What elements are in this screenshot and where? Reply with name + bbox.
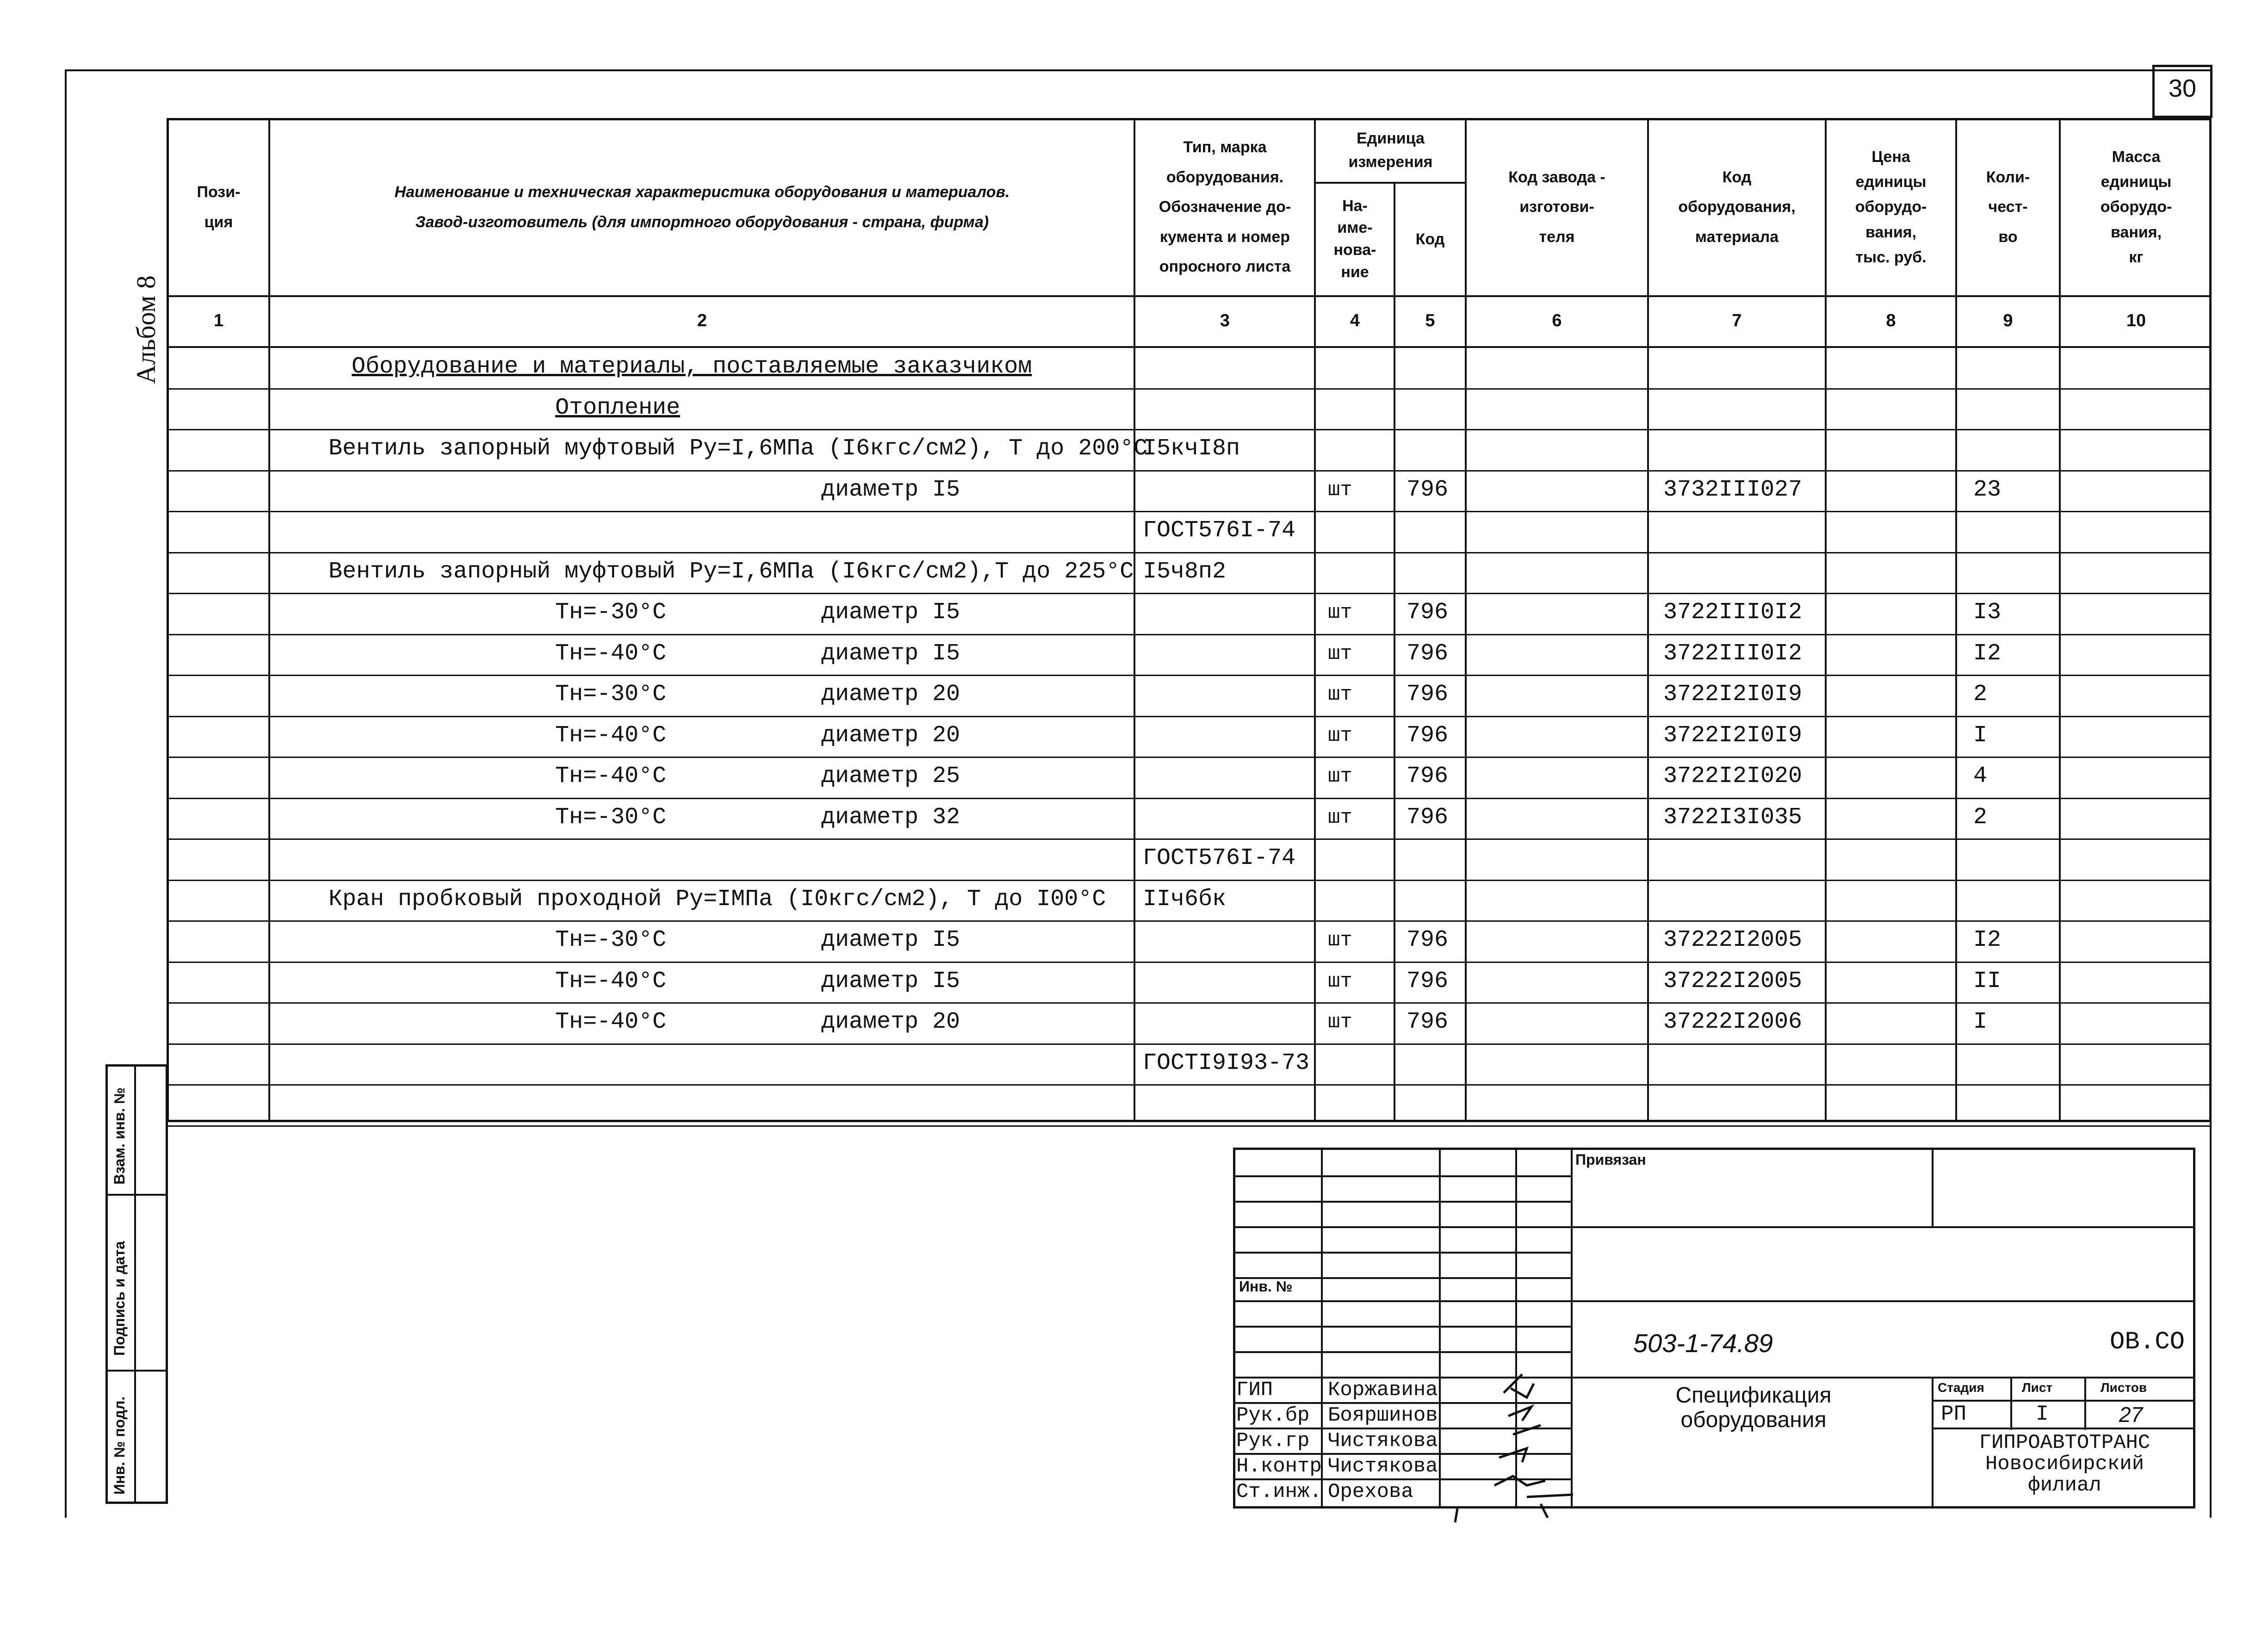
header-unit-group: Единица измерения (1348, 130, 1433, 171)
item-quantity: 23 (1973, 477, 2002, 503)
tb-privyazan: Привязан (1575, 1151, 1646, 1168)
row-divider (167, 593, 2212, 594)
album-label: Альбом 8 (131, 275, 161, 384)
row-divider (167, 1043, 2212, 1045)
item-unit: шт (1328, 478, 1352, 502)
item-quantity: II (1973, 968, 2002, 994)
col-num-3: 3 (1220, 311, 1230, 330)
header-bottom-line (167, 295, 2212, 297)
item-temperature: Тн=-40°С (555, 722, 667, 749)
item-diameter: диаметр 32 (821, 804, 960, 831)
item-equipment-code: 3722III0I2 (1663, 599, 1803, 626)
item-equipment-code: 3722I2I0I9 (1663, 681, 1803, 708)
item-unit-code: 796 (1407, 722, 1449, 749)
item-diameter: диаметр I5 (821, 968, 960, 994)
tb-h3 (1233, 1226, 2195, 1228)
header-price: Цена единицы оборудо- вания, тыс. руб. (1855, 148, 1927, 267)
header-mass: Масса единицы оборудо- вания, кг (2100, 148, 2172, 267)
item-unit-code: 796 (1407, 477, 1449, 503)
item-quantity: I2 (1973, 640, 2002, 667)
row-divider (167, 838, 2212, 840)
row-divider (167, 1084, 2212, 1086)
item-quantity: I3 (1973, 599, 2002, 626)
frame-left (65, 69, 67, 1518)
item-temperature: Тн=-30°С (555, 927, 667, 953)
item-quantity: I (1973, 722, 1988, 749)
side-inv-podl: Инв. № подл. (111, 1396, 128, 1495)
row-divider (167, 1125, 2212, 1127)
tb-v5 (1932, 1148, 1933, 1226)
tb-stage: РП (1941, 1402, 1967, 1426)
row-divider (167, 511, 2212, 512)
signer-role: Ст.инж. (1236, 1480, 1322, 1503)
tb-v8 (2084, 1377, 2086, 1430)
tb-v6 (1932, 1377, 1933, 1509)
header-unit-name: На- име- нова- ние (1333, 197, 1376, 281)
signer-role: Рук.бр (1236, 1404, 1310, 1427)
item-equipment-code: 3722I2I0I9 (1663, 722, 1803, 749)
col-num-7: 7 (1732, 311, 1742, 330)
side-stamp-line-1 (105, 1194, 168, 1196)
item-diameter: диаметр 20 (821, 1009, 960, 1035)
col-line-1 (268, 118, 270, 1122)
col-num-6: 6 (1552, 311, 1562, 330)
item-equipment-code: 37222I2005 (1663, 927, 1803, 953)
item-diameter: диаметр I5 (821, 599, 960, 626)
item-quantity: 2 (1973, 681, 1988, 708)
side-stamp-divider (134, 1064, 136, 1504)
item-quantity: I (1973, 1009, 1988, 1035)
side-stamp-line-2 (105, 1370, 168, 1372)
row-divider (167, 798, 2212, 799)
item-equipment-code: 37222I2005 (1663, 968, 1803, 994)
col-num-10: 10 (2126, 311, 2146, 330)
tb-h8 (1233, 1351, 1571, 1353)
page-number: 30 (2168, 74, 2197, 102)
tb-org: ГИПРОАВТОТРАНС Новосибирский филиал (1979, 1431, 2150, 1497)
tb-h4 (1233, 1252, 1571, 1254)
item-equipment-code: 3722III0I2 (1663, 640, 1803, 667)
row-divider (167, 634, 2212, 635)
row-divider (167, 429, 2212, 430)
frame-top (65, 69, 2212, 71)
signatures (1434, 1365, 1601, 1532)
item-equipment-code: 37222I2006 (1663, 1009, 1803, 1035)
item-temperature: Тн=-30°С (555, 804, 667, 831)
header-position: Пози- ция (197, 183, 241, 231)
item-unit: шт (1328, 929, 1352, 952)
item-temperature: Тн=-30°С (555, 681, 667, 708)
item-type: ГОСТ576I-74 (1143, 845, 1296, 871)
item-unit: шт (1328, 806, 1352, 829)
signer-role: ГИП (1236, 1378, 1273, 1402)
item-unit-code: 796 (1407, 763, 1449, 789)
tb-sheets: 27 (2119, 1403, 2143, 1427)
row-divider (167, 920, 2212, 922)
signer-name: Бояршинов (1328, 1404, 1438, 1427)
row-divider (167, 470, 2212, 472)
tb-stage-label: Стадия (1938, 1380, 1984, 1395)
item-unit: шт (1328, 683, 1352, 706)
row-divider (167, 880, 2212, 881)
item-unit-code: 796 (1407, 1009, 1449, 1035)
item-unit-code: 796 (1407, 681, 1449, 708)
item-unit-code: 796 (1407, 927, 1449, 953)
tb-sheet: I (2036, 1402, 2049, 1426)
item-name: Кран пробковый проходной Ру=IМПа (I0кгс/см2), Т до I00°С (328, 886, 1106, 913)
item-type: ГОСТI9I93-73 (1143, 1050, 1310, 1076)
item-diameter: диаметр 20 (821, 681, 960, 708)
tb-h6 (1233, 1300, 2195, 1302)
header-quantity: Коли- чест- во (1986, 168, 2030, 246)
item-diameter: диаметр 20 (821, 722, 960, 749)
tb-v7 (2010, 1377, 2012, 1430)
item-diameter: диаметр I5 (821, 477, 960, 503)
item-unit-code: 796 (1407, 599, 1449, 626)
signer-role: Н.контр (1236, 1455, 1322, 1478)
item-equipment-code: 3722I2I020 (1663, 763, 1803, 789)
signer-name: Орехова (1328, 1480, 1413, 1503)
signer-role: Рук.гр (1236, 1429, 1310, 1453)
item-unit: шт (1328, 601, 1352, 624)
item-unit-code: 796 (1407, 640, 1449, 667)
side-podpis: Подпись и дата (111, 1241, 128, 1356)
row-divider (167, 757, 2212, 758)
header-name: Наименование и техническая характеристика оборудования и материалов. Завод-изготовитель (для импортного оборудования - страна, фирма) (394, 183, 1010, 231)
row-divider (167, 1002, 2212, 1004)
row-divider (167, 716, 2212, 717)
item-temperature: Тн=-30°С (555, 599, 667, 626)
row-divider (167, 552, 2212, 553)
header-unit-code: Код (1415, 230, 1445, 248)
item-quantity: 4 (1973, 763, 1988, 789)
tb-h11 (1932, 1400, 2195, 1402)
signer-name: Чистякова (1328, 1455, 1438, 1478)
col-num-2: 2 (697, 311, 707, 330)
numbers-bottom-line (167, 346, 2212, 348)
section-title: Оборудование и материалы, поставляемые заказчиком (352, 354, 1032, 380)
col-num-5: 5 (1425, 311, 1435, 330)
tb-sheet-label: Лист (2022, 1380, 2053, 1395)
item-unit: шт (1328, 970, 1352, 993)
item-type: I5кчI8п (1143, 435, 1240, 462)
item-name: Вентиль запорный муфтовый Ру=I,6МПа (I6кгс/см2), Т до 200°С (328, 435, 1148, 462)
side-vzam: Взам. инв. № (111, 1087, 128, 1185)
col-num-1: 1 (213, 311, 224, 330)
item-unit-code: 796 (1407, 804, 1449, 831)
item-quantity: I2 (1973, 927, 2002, 953)
item-unit: шт (1328, 642, 1352, 665)
signer-name: Коржавина (1328, 1378, 1438, 1402)
row-divider (167, 962, 2212, 963)
row-divider (167, 675, 2212, 676)
tb-doc-section: ОВ.СО (2110, 1328, 2185, 1356)
item-equipment-code: 3732III027 (1663, 477, 1803, 503)
col-num-8: 8 (1886, 311, 1896, 330)
tb-inv-no: Инв. № (1239, 1278, 1293, 1295)
header-type: Тип, марка оборудования. Обозначение до- кумента и номер опросного листа (1159, 138, 1291, 276)
item-unit: шт (1328, 765, 1352, 788)
tb-sheets-label: Листов (2101, 1380, 2147, 1395)
signer-name: Чистякова (1328, 1429, 1438, 1453)
tb-h13 (1932, 1428, 2195, 1429)
tb-h1 (1233, 1175, 1571, 1177)
item-equipment-code: 3722I3I035 (1663, 804, 1803, 831)
item-unit: шт (1328, 724, 1352, 747)
item-temperature: Тн=-40°С (555, 640, 667, 667)
header-factory-code: Код завода - изготови- теля (1508, 168, 1605, 246)
header-equipment-code: Код оборудования, материала (1678, 168, 1796, 246)
item-diameter: диаметр I5 (821, 640, 960, 667)
item-name: Вентиль запорный муфтовый Ру=I,6МПа (I6кгс/см2),Т до 225°С (328, 559, 1134, 585)
item-temperature: Тн=-40°С (555, 968, 667, 994)
row-divider (167, 388, 2212, 390)
col-num-9: 9 (2003, 311, 2013, 330)
tb-doc-code: 503-1-74.89 (1633, 1329, 1773, 1358)
item-unit: шт (1328, 1011, 1352, 1034)
subsection-title: Отопление (555, 395, 681, 421)
col-num-4: 4 (1350, 311, 1360, 330)
tb-h2 (1233, 1201, 1571, 1203)
item-temperature: Тн=-40°С (555, 1009, 667, 1035)
item-unit-code: 796 (1407, 968, 1449, 994)
tb-title: Спецификация оборудования (1675, 1383, 1832, 1432)
item-type: ГОСТ576I-74 (1143, 517, 1296, 544)
item-diameter: диаметр I5 (821, 927, 960, 953)
item-temperature: Тн=-40°С (555, 763, 667, 789)
item-diameter: диаметр 25 (821, 763, 960, 789)
item-quantity: 2 (1973, 804, 1988, 831)
col-line-3 (1314, 118, 1316, 1122)
tb-h7 (1233, 1326, 1571, 1328)
col-line-2 (1134, 118, 1135, 1122)
item-type: IIч6бк (1143, 886, 1227, 913)
item-type: I5ч8п2 (1143, 559, 1227, 585)
